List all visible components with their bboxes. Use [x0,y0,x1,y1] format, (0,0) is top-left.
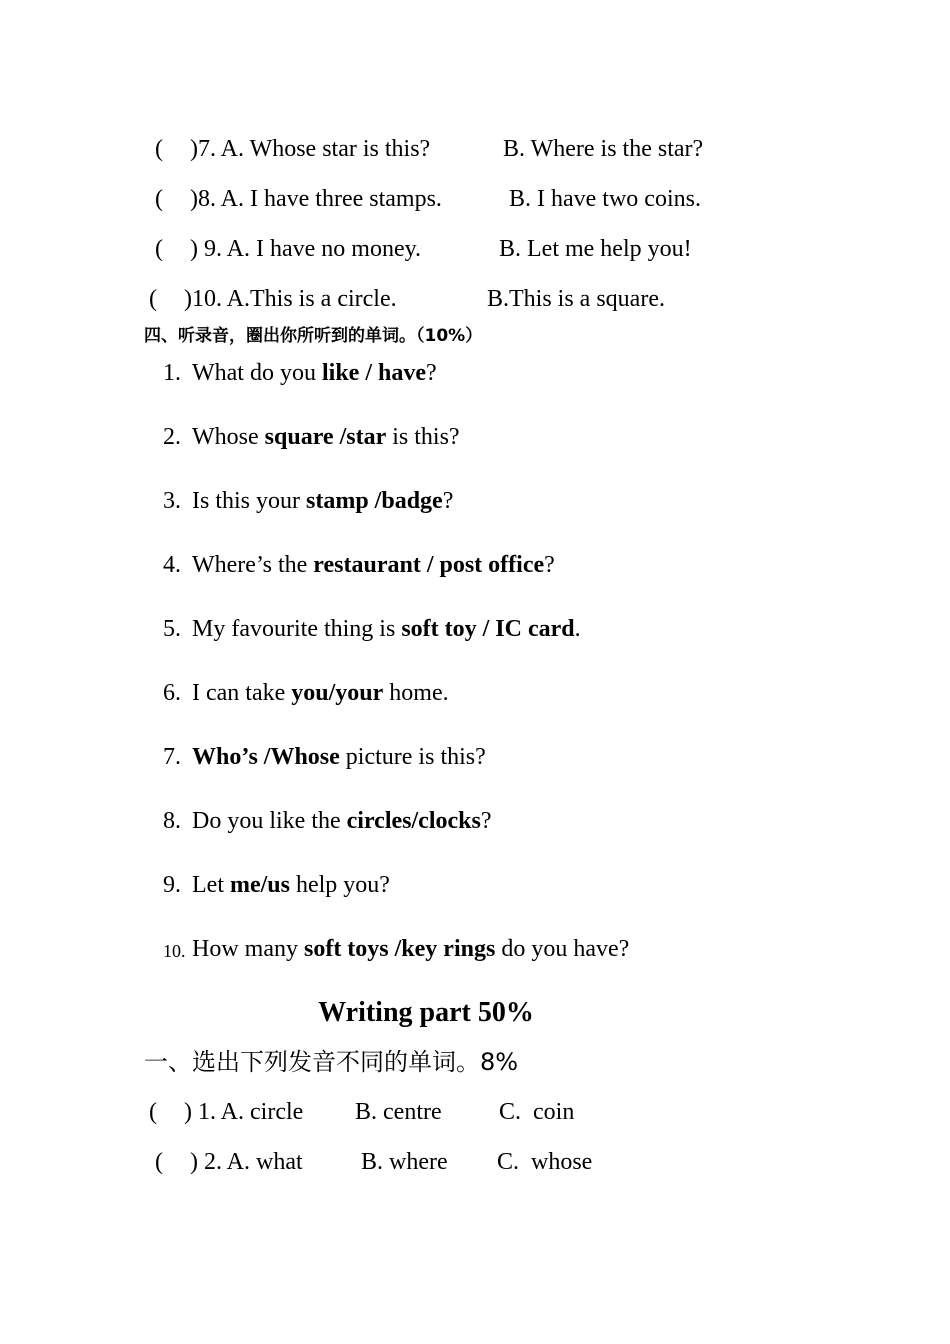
item-number: 3. [163,488,181,514]
item-text: What do you like / have? [192,360,437,386]
item-number: 7. [163,744,181,770]
option-c: C. whose [497,1149,593,1175]
answer-paren-open: ( [155,186,163,212]
item-number: 8. [163,808,181,834]
item-number: 2. [163,424,181,450]
item-text: How many soft toys /key rings do you have? [192,936,630,962]
answer-paren-open: ( [155,136,163,162]
section-heading: 四、听录音，圈出你所听到的单词。（10%） [144,326,483,346]
option-b: B. I have two coins. [509,186,701,212]
item-text: I can take you/your home. [192,680,449,706]
item-text: Who’s /Whose picture is this? [192,744,486,770]
item-number: 10. [163,941,186,961]
item-text: Whose square /star is this? [192,424,460,450]
item-text: My favourite thing is soft toy / IC card. [192,616,581,642]
option-a: )8. A. I have three stamps. [190,186,442,212]
option-b: B. Let me help you! [499,236,692,262]
answer-paren-open: ( [155,1149,163,1175]
item-text: Is this your stamp /badge? [192,488,454,514]
option-b: B. centre [355,1099,442,1125]
option-b: B. where [361,1149,448,1175]
item-text: Do you like the circles/clocks? [192,808,492,834]
option-a: ) 1. A. circle [184,1099,304,1125]
item-number: 4. [163,552,181,578]
item-number: 9. [163,872,181,898]
item-number: 5. [163,616,181,642]
option-a: ) 9. A. I have no money. [190,236,422,262]
option-b: B.This is a square. [487,286,665,312]
answer-paren-open: ( [149,286,157,312]
item-text: Where’s the restaurant / post office? [192,552,555,578]
section-heading: 一、选出下列发音不同的单词。8% [144,1048,519,1076]
option-c: C. coin [499,1099,575,1125]
answer-paren-open: ( [155,236,163,262]
option-a: ) 2. A. what [190,1149,303,1175]
option-a: )10. A.This is a circle. [184,286,397,312]
answer-paren-open: ( [149,1099,157,1125]
item-text: Let me/us help you? [192,872,390,898]
page-title: Writing part 50% [318,997,534,1028]
option-a: )7. A. Whose star is this? [190,136,431,162]
option-b: B. Where is the star? [503,136,704,162]
item-number: 1. [163,360,181,386]
item-number: 6. [163,680,181,706]
